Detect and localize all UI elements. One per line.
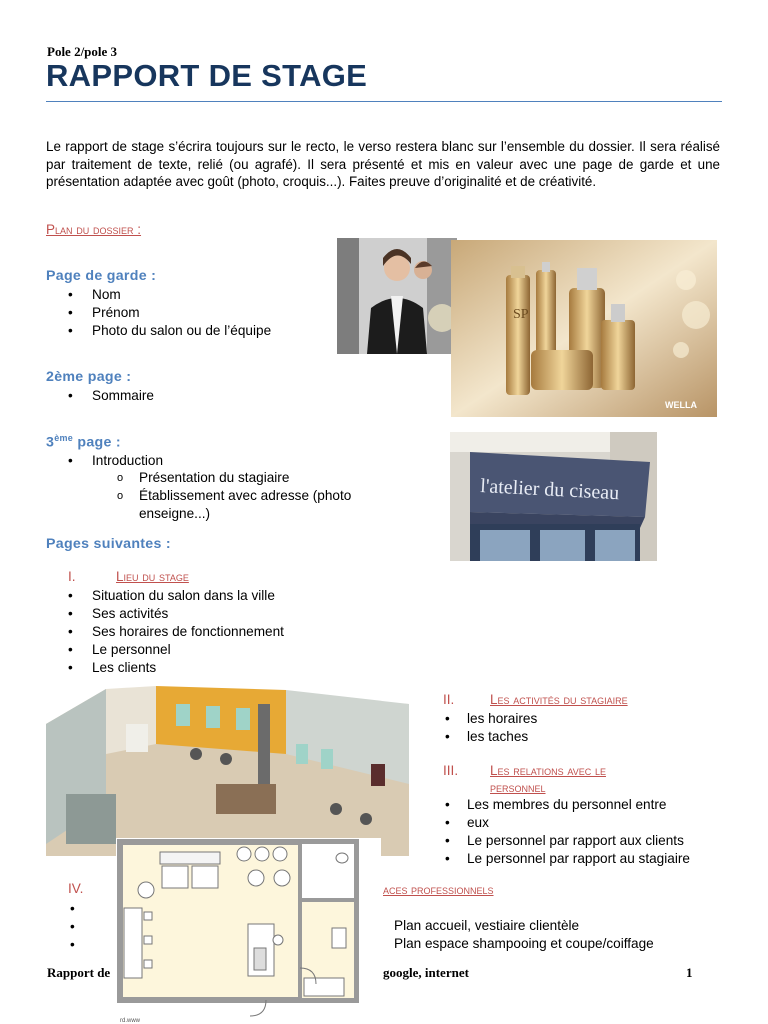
list-item: o Présentation du stagiaire [46, 469, 426, 487]
list-item: • Prénom [46, 304, 346, 322]
list-item: • Ses horaires de fonctionnement [46, 623, 406, 641]
list-item: • Les clients [46, 659, 406, 677]
section3-number: III. [443, 763, 459, 778]
page-title: RAPPORT DE STAGE [46, 58, 368, 93]
list-item: • Le personnel par rapport aux clients [443, 832, 743, 850]
list-item: • Situation du salon dans la ville [46, 587, 406, 605]
wella-products-photo [451, 240, 717, 417]
sp-logo-text: SP [513, 307, 529, 322]
page3-heading-sup: ème [54, 433, 74, 443]
salon-team-photo [337, 238, 457, 354]
section3-title-line1: Les relations avec le [490, 763, 606, 778]
wella-products-illustration [451, 240, 717, 417]
section4-bullets: • • • [70, 901, 75, 952]
section2-title: Les activités du stagiaire [490, 692, 628, 707]
section2-number: II. [443, 692, 455, 707]
footer-middle: google, internet [383, 965, 469, 980]
page3-heading [46, 433, 121, 451]
list-item: • Le personnel [46, 641, 406, 659]
floor-plan-credit: rd.www [120, 1018, 141, 1024]
section4-number: IV. [68, 881, 84, 896]
floor-plan-illustration [116, 838, 381, 1024]
list-item: • Nom [46, 286, 346, 304]
salon-sign-photo [450, 432, 657, 561]
section2-list [443, 710, 743, 746]
wella-logo-text: WELLA [665, 400, 697, 410]
salon-3d-plan-illustration [46, 684, 409, 856]
list-item: • Introduction [46, 452, 426, 470]
list-item-continuation: eux [467, 815, 489, 830]
title-rule [46, 101, 722, 102]
section4-item-1: Plan accueil, vestiaire clientèle [394, 918, 580, 933]
section4-item-2: Plan espace shampooing et coupe/coiffage [394, 936, 654, 951]
list-item: • Le personnel par rapport au stagiaire [443, 850, 743, 868]
salon-sign-text: l'atelier du ciseau [479, 475, 620, 505]
list-item: o Établissement avec adresse (photo [46, 487, 426, 505]
page2-heading: 2ème page : [46, 369, 132, 385]
page3-sublist [46, 469, 426, 505]
section3-list [443, 796, 743, 868]
section1-title: Lieu du stage [116, 569, 189, 584]
list-item: • Photo du salon ou de l’équipe [46, 322, 346, 340]
page3-heading-num: 3 [46, 434, 55, 451]
page-number: 1 [686, 965, 693, 980]
page-garde-heading: Page de garde : [46, 268, 157, 284]
list-item: • les horaires [443, 710, 743, 728]
salon-sign-illustration [450, 432, 657, 561]
list-item: • les taches [443, 728, 743, 746]
page3-sublist-continuation: enseigne...) [139, 506, 211, 521]
pages-suivantes-heading: Pages suivantes : [46, 536, 171, 552]
salon-3d-plan-image [46, 684, 409, 856]
list-item: • Ses activités [46, 605, 406, 623]
list-item: • Les membres du personnel entre [443, 796, 743, 814]
floor-plan-image [116, 838, 381, 1024]
list-item [443, 814, 743, 832]
section1-number: I. [68, 569, 76, 584]
section3-title-line2: personnel [490, 780, 546, 795]
list-item: • Sommaire [46, 387, 346, 405]
plan-heading: Plan du dossier : [46, 222, 142, 237]
intro-paragraph: Le rapport de stage s’écrira toujours sur le recto, le verso restera blanc sur l’ensemble du dossier. Il sera réalisé par traitement de texte, relié (ou agrafé). Il sera présenté et mis en valeur avec une page de garde et une présentation adaptée avec goût (photo, croquis...). Faites preuve d’originalité et de créativité. [46, 139, 720, 189]
page3-list [46, 452, 426, 470]
salon-team-illustration [337, 238, 457, 354]
page2-list [46, 387, 346, 405]
header-top-label: Pole 2/pole 3 [47, 44, 118, 59]
section1-list [46, 587, 406, 677]
page-garde-list [46, 286, 346, 340]
footer-left: Rapport de [47, 965, 111, 980]
page3-heading-rest: page : [73, 434, 121, 451]
section4-title-tail: aces professionnels [383, 883, 494, 897]
